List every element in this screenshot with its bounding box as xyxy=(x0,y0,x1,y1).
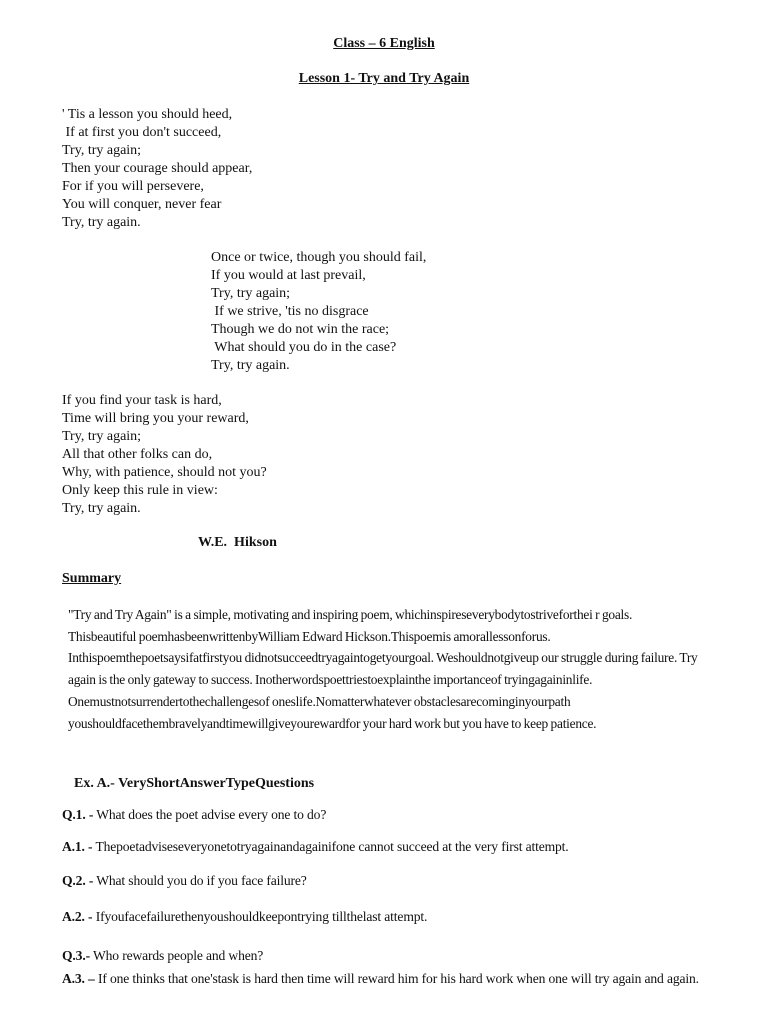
poem-line: Try, try again; xyxy=(62,143,142,158)
question-label: Q.2. - xyxy=(62,873,94,888)
answer-1 xyxy=(62,838,702,856)
answer-text: Thepoetadviseseveryonetotryagainandagainifone cannot succeed at the very first attempt. xyxy=(95,839,569,854)
summary-heading: Summary xyxy=(62,571,122,586)
poem-line: You will conquer, never fear xyxy=(62,197,222,212)
poem-stanza-3 xyxy=(62,392,267,518)
answer-2 xyxy=(62,908,702,926)
poem-line: If we strive, 'tis no disgrace xyxy=(211,304,369,319)
question-label: Q.1. - xyxy=(62,807,94,822)
poem-line: Time will bring you your reward, xyxy=(62,411,249,426)
summary-paragraph: "Try and Try Again" is a simple, motivating and inspiring poem, whichinspireseverybodytostriveforthei r goals. Thisbeautiful poemhasbeenwrittenbyWilliam Edward Hickson.Thispoemis amorallessonforus. Inthispoemthepoetsaysifatfirstyou didnotsucceedtryagaintogetyourgoal. Weshouldnotgiveup our struggle during failure. Try again is the only gateway to success. Inotherwordspoettriestoexplainthe importanceof tryingagaininlife. Onemustnotsurrendertothechallengesof oneslife.Nomatterwhatever obstaclesarecominginyourpath youshouldfacethembravelyandtimewillgiveyourewardfor your hard work but you have to keep patience. xyxy=(68,607,698,731)
answer-3 xyxy=(62,970,702,988)
question-text: Who rewards people and when? xyxy=(92,948,264,963)
poem-line: Why, with patience, should not you? xyxy=(62,465,267,480)
question-text: What does the poet advise every one to do? xyxy=(96,807,327,822)
poem-line: ' Tis a lesson you should heed, xyxy=(62,107,233,122)
class-title: Class – 6 English xyxy=(333,36,435,51)
poem-line: Though we do not win the race; xyxy=(211,322,390,337)
answer-text: Ifyoufacefailurethenyoushouldkeepontrying tillthelast attempt. xyxy=(95,909,428,924)
poem-line: What should you do in the case? xyxy=(211,340,397,355)
question-3 xyxy=(62,947,702,965)
question-1 xyxy=(62,806,702,824)
poem-stanza-2 xyxy=(211,249,426,375)
poem-line: Only keep this rule in view: xyxy=(62,483,218,498)
poem-line: Try, try again; xyxy=(211,286,291,301)
poem-line: For if you will persevere, xyxy=(62,179,204,194)
poem-author: W.E. Hikson xyxy=(198,535,277,550)
poem-line: Try, try again; xyxy=(62,429,142,444)
poem-stanza-1 xyxy=(62,106,252,232)
poem-line: Then your courage should appear, xyxy=(62,161,253,176)
lesson-title: Lesson 1- Try and Try Again xyxy=(298,71,470,86)
question-label: Q.3.- xyxy=(62,948,90,963)
poem-line: Try, try again. xyxy=(62,501,141,516)
poem-line: Try, try again. xyxy=(211,358,290,373)
poem-line: All that other folks can do, xyxy=(62,447,213,462)
poem-line: Try, try again. xyxy=(62,215,141,230)
poem-line: If you would at last prevail, xyxy=(211,268,366,283)
exercise-heading: Ex. A.- VeryShortAnswerTypeQuestions xyxy=(74,776,315,791)
answer-label: A.1. - xyxy=(62,839,93,854)
answer-label: A.3. – xyxy=(62,971,95,986)
poem-line: Once or twice, though you should fail, xyxy=(211,250,427,265)
question-2 xyxy=(62,872,702,890)
poem-line: If you find your task is hard, xyxy=(62,393,222,408)
answer-text: If one thinks that one'stask is hard then time will reward him for his hard work when one will try again and again. xyxy=(97,971,699,986)
question-text: What should you do if you face failure? xyxy=(96,873,307,888)
answer-label: A.2. - xyxy=(62,909,93,924)
poem-line: If at first you don't succeed, xyxy=(62,125,222,140)
